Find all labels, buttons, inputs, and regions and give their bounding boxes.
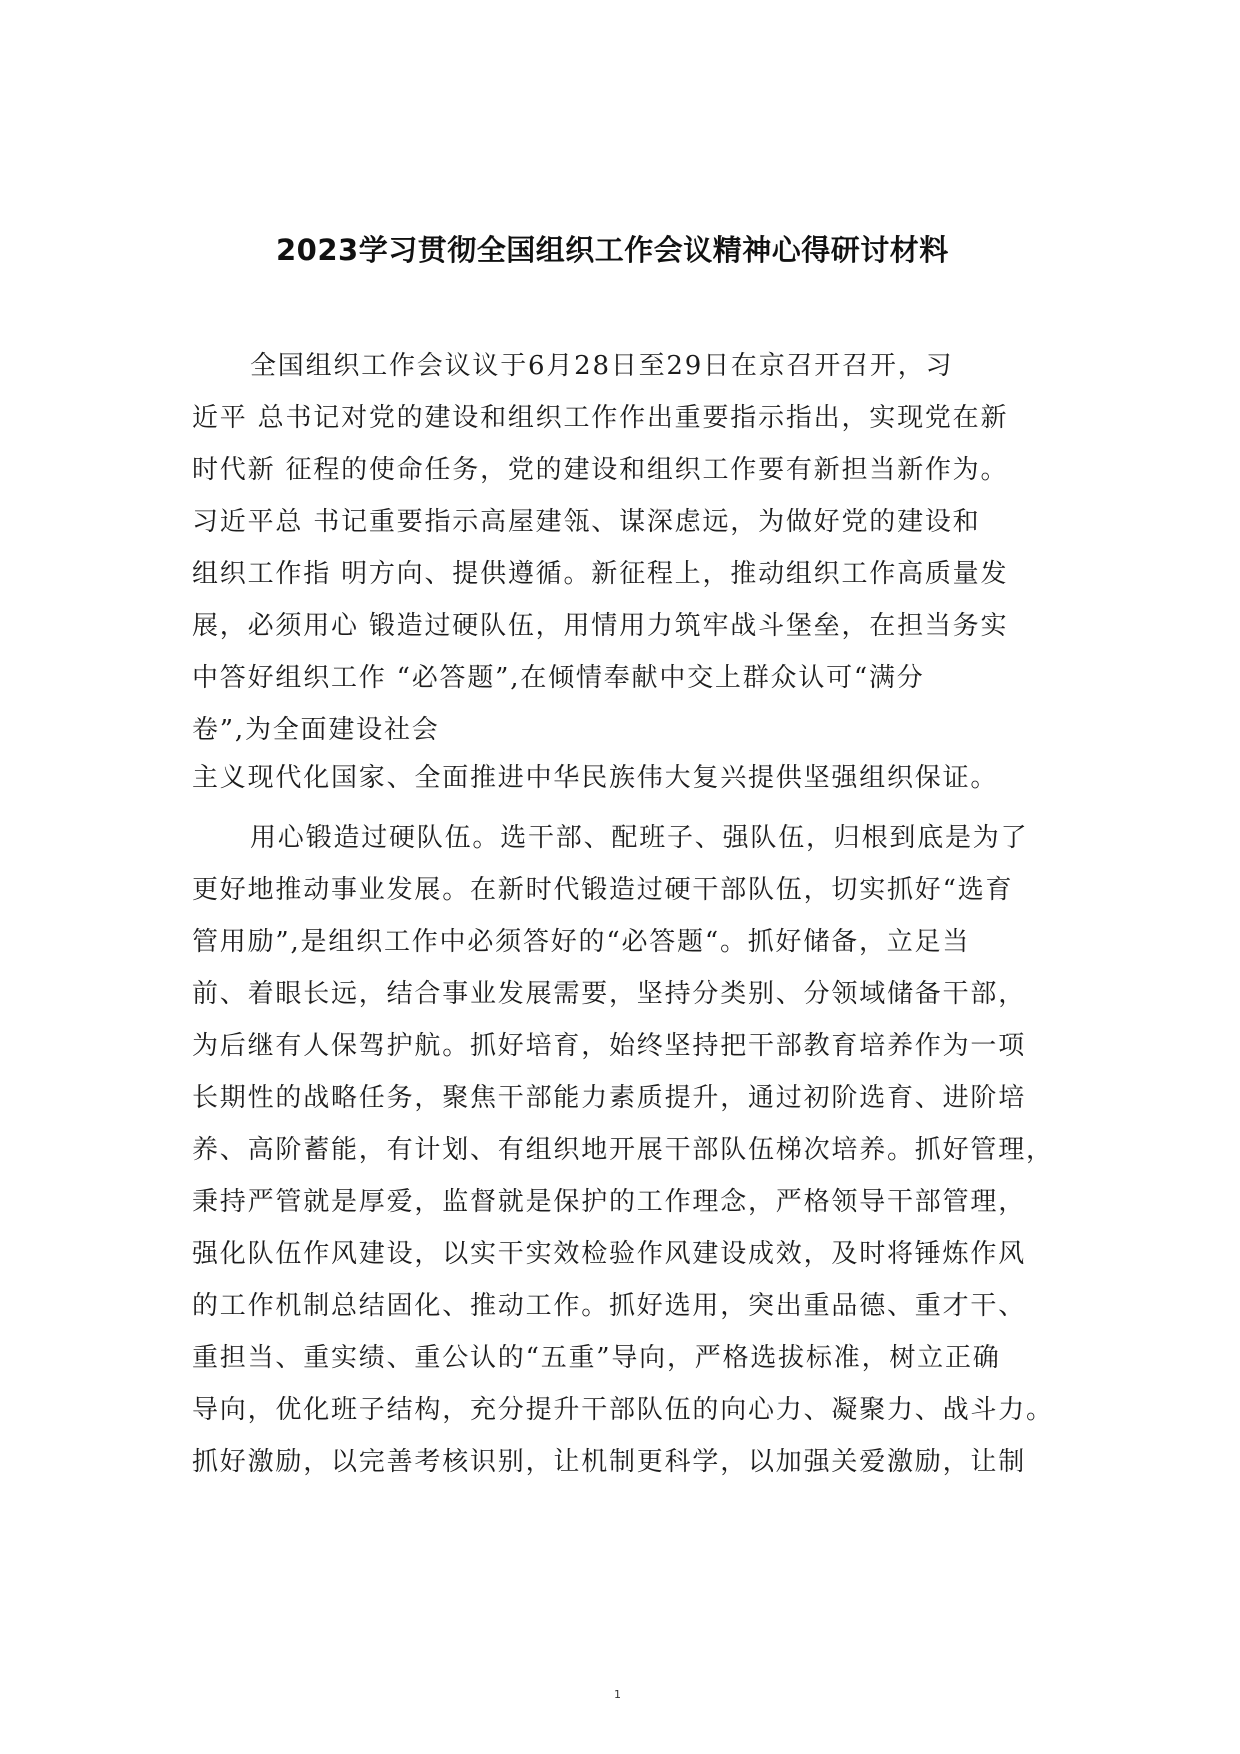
- paragraph-2-line-12: 导向，优化班子结构，充分提升干部队伍的向心力、凝聚力、战斗力。: [192, 1395, 1054, 1425]
- paragraph-1-line-3: 时代新 征程的使命任务，党的建设和组织工作要有新担当新作为。: [192, 455, 1009, 485]
- paragraph-2-line-5: 为后继有人保驾护航。抓好培育，始终坚持把干部教育培养作为一项: [192, 1031, 1027, 1061]
- paragraph-2-line-8: 秉持严管就是厚爱，监督就是保护的工作理念，严格领导干部管理，: [192, 1187, 1027, 1217]
- page-number: 1: [614, 1688, 621, 1701]
- paragraph-1-line-9: 主义现代化国家、全面推进中华民族伟大复兴提供坚强组织保证。: [192, 763, 999, 793]
- document-title: 2023学习贯彻全国组织工作会议精神心得研讨材料: [276, 233, 949, 267]
- paragraph-1-line-2: 近平 总书记对党的建设和组织工作作出重要指示指出，实现党在新: [192, 403, 1009, 433]
- paragraph-2-line-7: 养、高阶蓄能，有计划、有组织地开展干部队伍梯次培养。抓好管理，: [192, 1135, 1054, 1165]
- paragraph-2-line-10: 的工作机制总结固化、推动工作。抓好选用，突出重品德、重才干、: [192, 1291, 1027, 1321]
- paragraph-1-line-1: 全国组织工作会议议于6月28日至29日在京召开召开，习: [250, 351, 954, 381]
- paragraph-2-line-13: 抓好激励，以完善考核识别，让机制更科学，以加强关爱激励，让制: [192, 1447, 1027, 1477]
- paragraph-1-line-6: 展，必须用心 锻造过硬队伍，用情用力筑牢战斗堡垒，在担当务实: [192, 611, 1009, 641]
- paragraph-1-line-4: 习近平总 书记重要指示高屋建瓴、谋深虑远，为做好党的建设和: [192, 507, 981, 537]
- paragraph-2-line-1: 用心锻造过硬队伍。选干部、配班子、强队伍，归根到底是为了: [250, 823, 1029, 853]
- paragraph-2-line-2: 更好地推动事业发展。在新时代锻造过硬干部队伍，切实抓好“选育: [192, 875, 1014, 905]
- paragraph-1-line-7: 中答好组织工作 “必答题”,在倾情奉献中交上群众认可“满分: [192, 663, 925, 693]
- paragraph-2-line-3: 管用励”,是组织工作中必须答好的“必答题“。抓好储备，立足当: [192, 927, 971, 957]
- paragraph-2-line-9: 强化队伍作风建设，以实干实效检验作风建设成效，及时将锤炼作风: [192, 1239, 1027, 1269]
- paragraph-2-line-6: 长期性的战略任务，聚焦干部能力素质提升，通过初阶选育、进阶培: [192, 1083, 1027, 1113]
- paragraph-2-line-11: 重担当、重实绩、重公认的“五重”导向，严格选拔标准，树立正确: [192, 1343, 1001, 1373]
- paragraph-1-line-8: 卷”,为全面建设社会: [192, 715, 440, 745]
- paragraph-2-line-4: 前、着眼长远，结合事业发展需要，坚持分类别、分领域储备干部，: [192, 979, 1027, 1009]
- paragraph-1-line-5: 组织工作指 明方向、提供遵循。新征程上，推动组织工作高质量发: [192, 559, 1009, 589]
